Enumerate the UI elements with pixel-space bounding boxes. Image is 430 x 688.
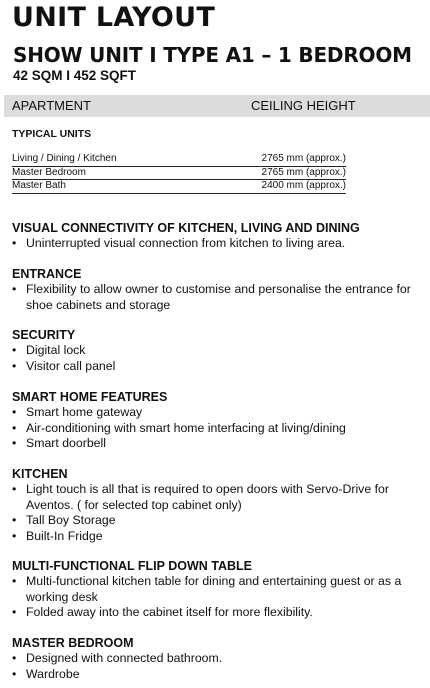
bullet-icon: • <box>12 513 17 527</box>
list-item <box>12 405 422 421</box>
unit-subtitle: SHOW UNIT I TYPE A1 – 1 BEDROOM <box>13 43 412 67</box>
list-item <box>12 651 422 667</box>
section-heading: SMART HOME FEATURES <box>12 390 168 404</box>
list-item-text: Designed with connected bathroom. <box>26 651 223 665</box>
list-item-text: Light touch is all that is required to open doors with Servo-Drive for Aventos. ( for selected top cabinet only) <box>26 482 389 512</box>
bullet-icon: • <box>12 420 17 435</box>
table-group-label: TYPICAL UNITS <box>12 128 92 140</box>
list-item <box>12 359 422 375</box>
list-item-text: Digital lock <box>26 343 86 357</box>
room-name: Living / Dining / Kitchen <box>12 153 117 164</box>
ceiling-height-value: 2400 mm (approx.) <box>261 180 346 191</box>
section-heading: VISUAL CONNECTIVITY OF KITCHEN, LIVING AND DINING <box>12 221 360 235</box>
table-header <box>4 95 430 117</box>
bullet-icon: • <box>12 236 17 250</box>
bullet-icon: • <box>12 605 17 619</box>
list-item <box>12 436 422 452</box>
list-item-text: Uninterrupted visual connection from kitchen to living area. <box>26 236 346 250</box>
section-security <box>12 328 422 374</box>
list-item <box>12 574 422 605</box>
list-item-text: Folded away into the cabinet itself for more flexibility. <box>26 605 313 619</box>
list-item <box>12 282 422 313</box>
bullet-icon: • <box>12 282 17 296</box>
room-name: Master Bath <box>12 180 66 191</box>
list-item-text: Smart doorbell <box>26 436 106 450</box>
unit-area: 42 SQM I 452 SQFT <box>13 68 137 83</box>
ceiling-height-value: 2765 mm (approx.) <box>261 166 346 178</box>
bullet-icon: • <box>12 482 17 496</box>
bullet-icon: • <box>12 574 17 588</box>
section-heading: ENTRANCE <box>12 267 82 281</box>
section-heading: MASTER BEDROOM <box>12 636 134 650</box>
list-item-text: Smart home gateway <box>26 405 143 419</box>
column-header-ceiling-height: CEILING HEIGHT <box>251 98 356 113</box>
section-smart-home <box>12 390 422 452</box>
table-row <box>12 180 346 194</box>
list-item-text: Tall Boy Storage <box>26 513 116 527</box>
list-item <box>12 236 422 252</box>
bullet-icon: • <box>12 358 17 373</box>
list-item <box>12 667 422 683</box>
section-master-bedroom <box>12 636 422 682</box>
section-visual-connectivity <box>12 221 422 252</box>
bullet-icon: • <box>12 343 17 357</box>
section-heading: MULTI-FUNCTIONAL FLIP DOWN TABLE <box>12 559 253 573</box>
list-item <box>12 482 422 513</box>
bullet-icon: • <box>12 436 17 450</box>
list-item-text: Air-conditioning with smart home interfacing at living/dining <box>26 420 346 435</box>
list-item-text: Multi-functional kitchen table for dining and entertaining guest or as a working desk <box>26 574 402 604</box>
list-item-text: Built-In Fridge <box>26 528 103 543</box>
column-header-apartment: APARTMENT <box>12 98 91 113</box>
ceiling-height-table <box>12 153 346 194</box>
list-item <box>12 605 422 621</box>
ceiling-height-value: 2765 mm (approx.) <box>261 153 346 164</box>
section-flip-down-table <box>12 559 422 621</box>
bullet-icon: • <box>12 651 17 665</box>
section-kitchen <box>12 467 422 544</box>
list-item <box>12 513 422 529</box>
bullet-icon: • <box>12 666 17 681</box>
list-item-text: Visitor call panel <box>26 358 116 373</box>
page-title: UNIT LAYOUT <box>12 2 216 33</box>
section-entrance <box>12 267 422 313</box>
list-item <box>12 529 422 545</box>
bullet-icon: • <box>12 528 17 543</box>
section-heading: SECURITY <box>12 328 76 342</box>
table-row <box>12 153 346 167</box>
room-name: Master Bedroom <box>12 166 86 178</box>
list-item-text: Wardrobe <box>26 666 80 681</box>
table-row <box>12 167 346 181</box>
list-item-text: Flexibility to allow owner to customise and personalise the entrance for shoe cabinets and storage <box>26 282 411 312</box>
list-item <box>12 343 422 359</box>
bullet-icon: • <box>12 405 17 419</box>
list-item <box>12 421 422 437</box>
section-heading: KITCHEN <box>12 467 68 481</box>
